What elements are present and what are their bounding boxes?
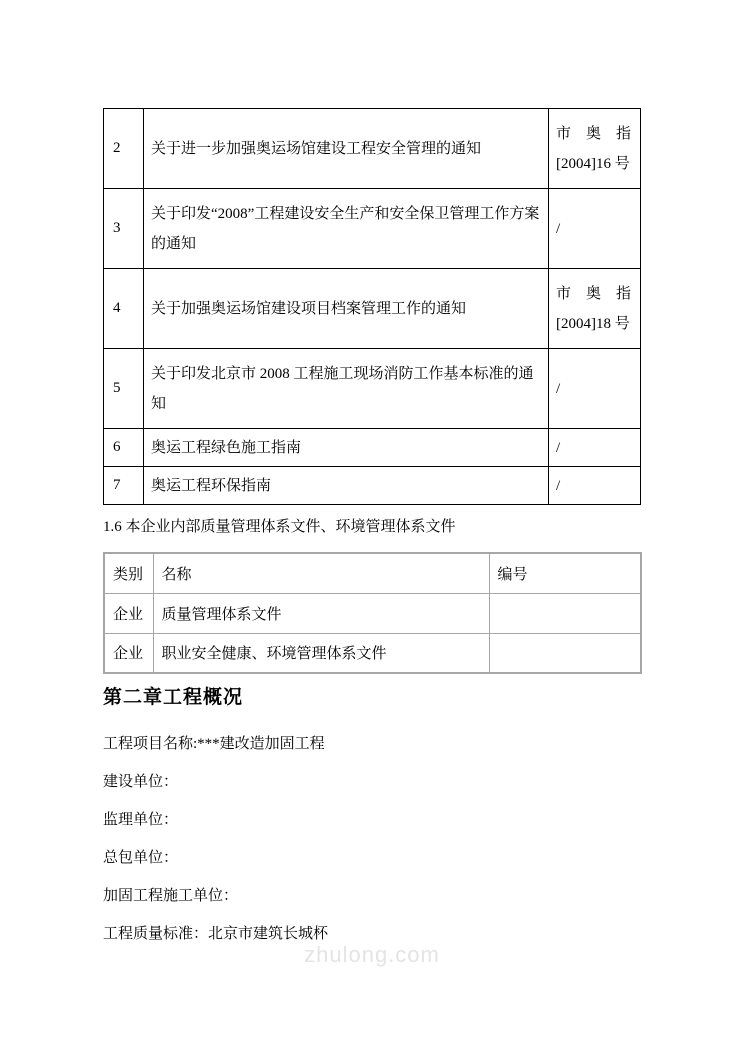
document-ref-cell [549, 189, 641, 269]
section-heading-1-6: 1.6 本企业内部质量管理体系文件、环境管理体系文件 [103, 519, 456, 535]
ref-line-1: / [556, 439, 561, 456]
number-cell [489, 593, 641, 633]
project-info-line: 工程项目名称:***建改造加固工程 [103, 736, 325, 752]
table-header-row [104, 553, 641, 593]
row-number-cell: 2 [104, 109, 144, 189]
ref-line-1: 市 奥 指 [556, 125, 632, 142]
name-cell: 职业安全健康、环境管理体系文件 [153, 633, 489, 673]
document-ref-cell [549, 109, 641, 189]
header-name: 名称 [153, 553, 489, 593]
ref-line-2: [2004]18 号 [556, 315, 630, 332]
project-info-line: 建设单位： [103, 774, 179, 790]
table-row [104, 429, 641, 467]
chapter-heading: 第二章工程概况 [103, 687, 244, 708]
ref-line-2: [2004]16 号 [556, 155, 630, 172]
category-cell: 企业 [104, 593, 153, 633]
ref-line-1: / [556, 220, 561, 237]
document-ref-cell [549, 467, 641, 505]
table-row [104, 467, 641, 505]
project-info-line: 加固工程施工单位： [103, 888, 239, 904]
ref-line-1: 市 奥 指 [556, 285, 632, 302]
table-row [104, 269, 641, 349]
row-number-cell: 3 [104, 189, 144, 269]
document-ref-cell [549, 349, 641, 429]
watermark: zhulong.com [304, 942, 440, 967]
header-category: 类别 [104, 553, 153, 593]
project-info-line: 总包单位： [103, 850, 179, 866]
document-title-cell: 奥运工程绿色施工指南 [144, 429, 549, 467]
document-title-cell: 关于进一步加强奥运场馆建设工程安全管理的通知 [144, 109, 549, 189]
project-info-line: 监理单位： [103, 812, 179, 828]
document-ref-cell [549, 269, 641, 349]
table-row [104, 593, 641, 633]
document-title-cell: 关于加强奥运场馆建设项目档案管理工作的通知 [144, 269, 549, 349]
row-number-cell: 7 [104, 467, 144, 505]
category-cell: 企业 [104, 633, 153, 673]
header-number: 编号 [489, 553, 641, 593]
table-row [104, 633, 641, 673]
table-row [104, 189, 641, 269]
document-title-cell: 奥运工程环保指南 [144, 467, 549, 505]
table-row [104, 109, 641, 189]
number-cell [489, 633, 641, 673]
project-info-line: 工程质量标准：北京市建筑长城杯 [103, 926, 329, 942]
document-ref-cell [549, 429, 641, 467]
name-cell: 质量管理体系文件 [153, 593, 489, 633]
management-system-table [103, 552, 642, 674]
table-row [104, 349, 641, 429]
document-title-cell: 关于印发北京市 2008 工程施工现场消防工作基本标准的通知 [144, 349, 549, 429]
row-number-cell: 6 [104, 429, 144, 467]
ref-line-1: / [556, 380, 561, 397]
reference-document-table [103, 108, 641, 505]
row-number-cell: 4 [104, 269, 144, 349]
document-title-cell: 关于印发“2008”工程建设安全生产和安全保卫管理工作方案的通知 [144, 189, 549, 269]
ref-line-1: / [556, 477, 561, 494]
document-page [103, 108, 640, 942]
row-number-cell: 5 [104, 349, 144, 429]
